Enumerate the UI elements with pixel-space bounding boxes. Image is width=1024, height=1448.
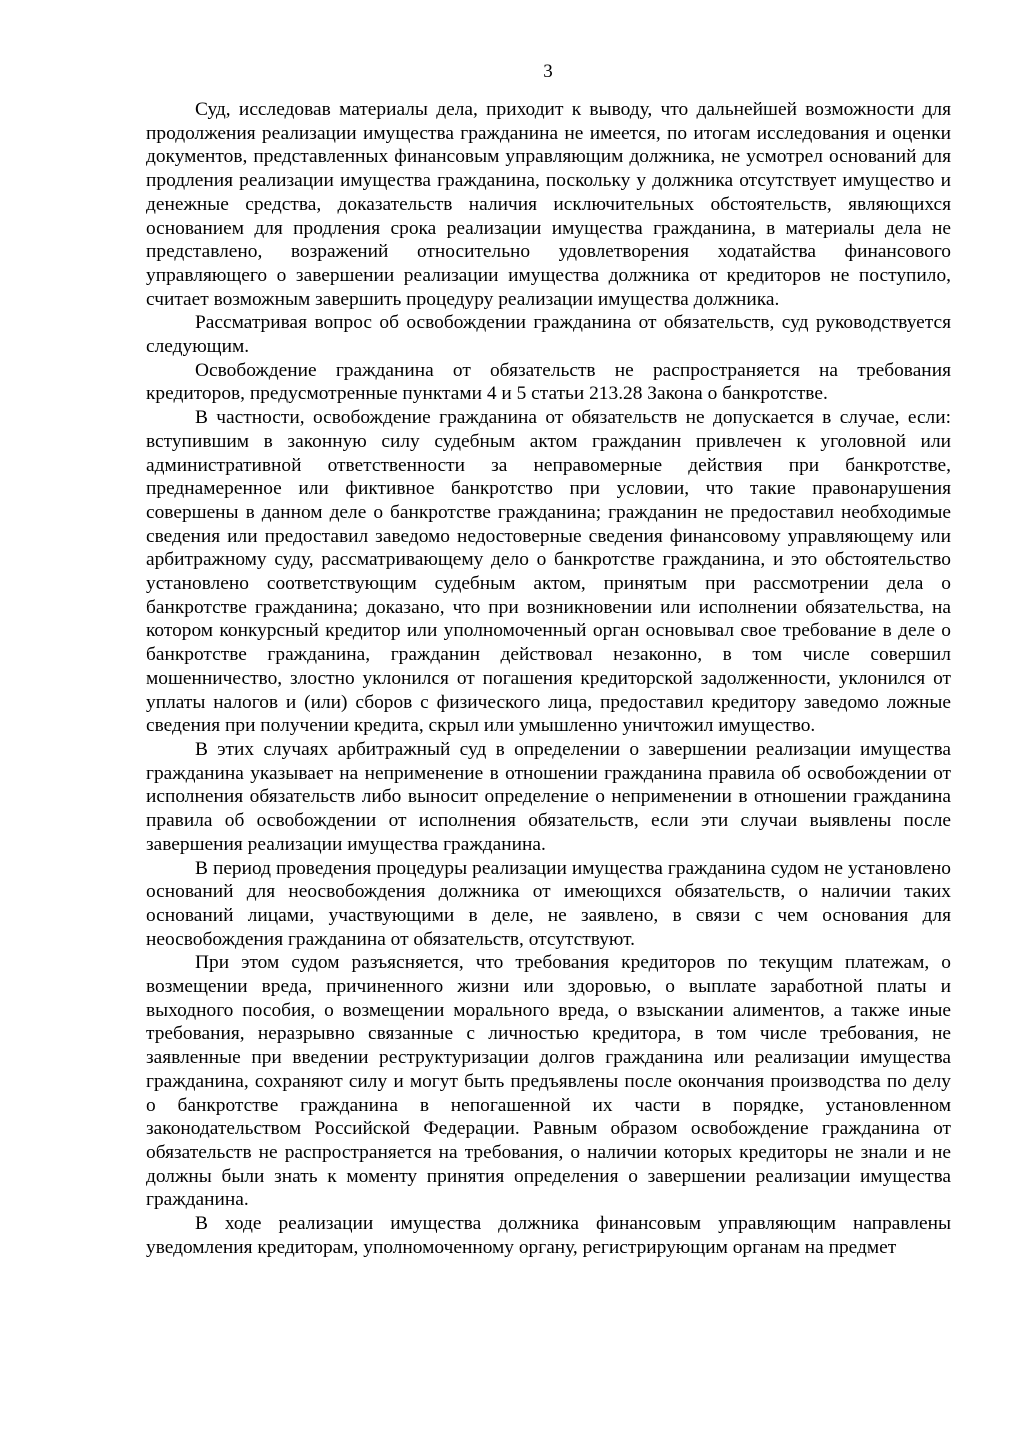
paragraph: В частности, освобождение гражданина от обязательств не допускается в случае, если: вступившим в законную силу судебным актом гражданин привлечен к уголовной или административной ответственности за неправомерные действия при банкротстве, преднамеренное или фиктивное банкротство при условии, что такие правонарушения совершены в данном деле о банкротстве гражданина; гражданин не предоставил необходимые сведения или предоставил заведомо недостоверные сведения финансовому управляющему или арбитражному суду, рассматривающему дело о банкротстве гражданина, и это обстоятельство установлено соответствующим судебным актом, принятым при рассмотрении дела о банкротстве гражданина; доказано, что при возникновении или исполнении обязательства, на котором конкурсный кредитор или уполномоченный орган основывал свое требование в деле о банкротстве гражданина, гражданин действовал незаконно, в том числе совершил мошенничество, злостно уклонился от погашения кредиторской задолженности, уклонился от уплаты налогов и (или) сборов с физического лица, предоставил кредитору заведомо ложные сведения при получении кредита, скрыл или умышленно уничтожил имущество. xyxy=(146,407,951,737)
document-body xyxy=(146,98,951,1259)
paragraph: Суд, исследовав материалы дела, приходит к выводу, что дальнейшей возможности для продолжения реализации имущества гражданина не имеется, по итогам исследования и оценки документов, представленных финансовым управляющим должника, не усмотрел оснований для продления реализации имущества гражданина, поскольку у должника отсутствует имущество и денежные средства, доказательств наличия исключительных обстоятельств, являющихся основанием для продления срока реализации имущества гражданина, в материалы дела не представлено, возражений относительно удовлетворения ходатайства финансового управляющего о завершении реализации имущества должника от кредиторов не поступило, считает возможным завершить процедуру реализации имущества должника. xyxy=(146,99,951,310)
paragraph: В этих случаях арбитражный суд в определении о завершении реализации имущества гражданина указывает на неприменение в отношении гражданина правила об освобождении от исполнения обязательств либо выносит определение о неприменении в отношении гражданина правила об освобождении от исполнения обязательств, если эти случаи выявлены после завершения реализации имущества гражданина. xyxy=(146,738,951,855)
paragraph: В период проведения процедуры реализации имущества гражданина судом не установлено оснований для неосвобождения должника от имеющихся обязательств, о наличии таких оснований лицами, участвующими в деле, не заявлено, в связи с чем основания для неосвобождения гражданина от обязательств, отсутствуют. xyxy=(146,857,951,950)
paragraph: В ходе реализации имущества должника финансовым управляющим направлены уведомления кредиторам, уполномоченному органу, регистрирующим органам на предмет xyxy=(146,1213,951,1258)
page-number: 3 xyxy=(543,61,553,82)
paragraph: При этом судом разъясняется, что требования кредиторов по текущим платежам, о возмещении вреда, причиненного жизни или здоровью, о выплате заработной платы и выходного пособия, о возмещении морального вреда, о взыскании алиментов, а также иные требования, неразрывно связанные с личностью кредитора, в том числе требования, не заявленные при введении реструктуризации долгов гражданина или реализации имущества гражданина, сохраняют силу и могут быть предъявлены после окончания производства по делу о банкротстве гражданина в непогашенной их части в порядке, установленном законодательством Российской Федерации. Равным образом освобождение гражданина от обязательств не распространяется на требования, о наличии которых кредиторы не знали и не должны были знать к моменту принятия определения о завершении реализации имущества гражданина. xyxy=(146,952,951,1211)
paragraph: Рассматривая вопрос об освобождении гражданина от обязательств, суд руководствуется следующим. xyxy=(146,312,951,358)
paragraph: Освобождение гражданина от обязательств не распространяется на требования кредиторов, предусмотренные пунктами 4 и 5 статьи 213.28 Закона о банкротстве. xyxy=(146,359,951,405)
